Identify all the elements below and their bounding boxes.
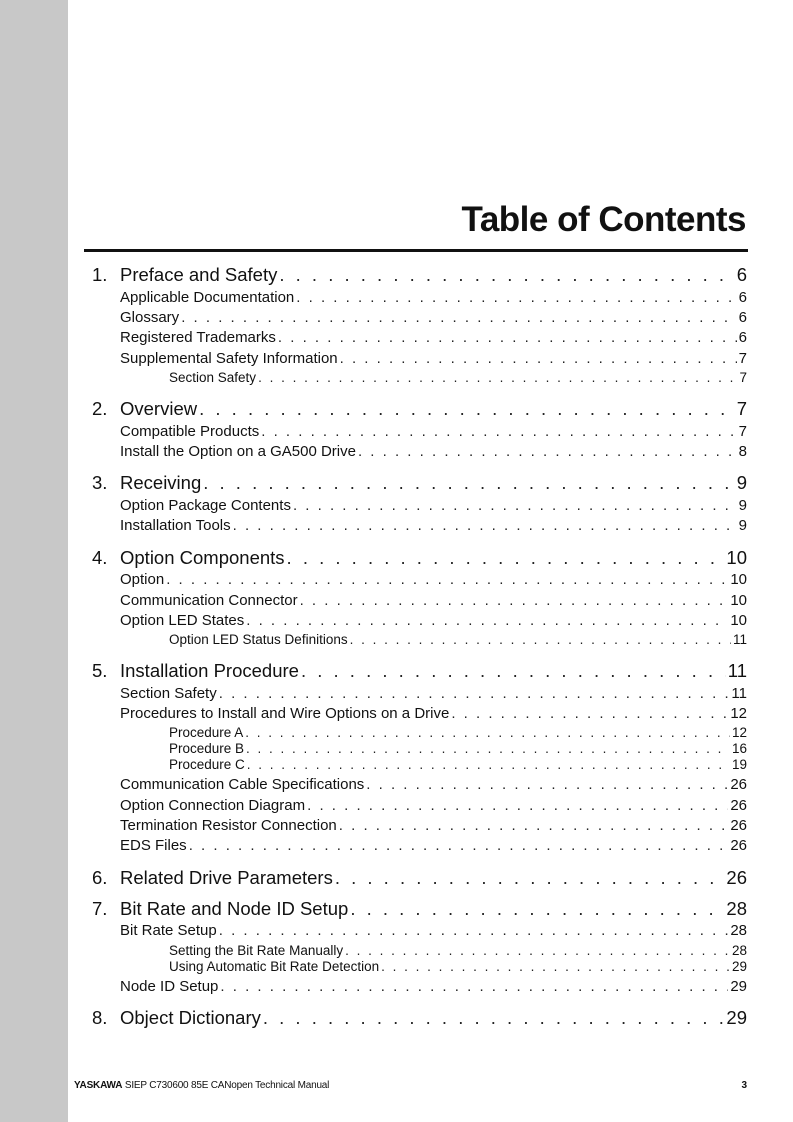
toc-dot-leader [263, 1007, 725, 1029]
toc-dot-leader [219, 922, 729, 939]
toc-entry-label: Bit Rate Setup [120, 922, 217, 939]
toc-dot-leader [246, 741, 730, 756]
toc-dot-leader [293, 497, 737, 514]
toc-entry[interactable] [169, 370, 747, 394]
toc-entry-page: 10 [726, 547, 747, 568]
toc-dot-leader [345, 943, 730, 958]
toc-entry-page: 29 [731, 959, 747, 974]
toc-entry-label: EDS Files [120, 837, 187, 854]
toc-entry-label: Node ID Setup [120, 978, 219, 995]
toc-dot-leader [219, 685, 730, 702]
toc-entry-number: 2. [92, 398, 108, 419]
toc-entry-page: 8 [738, 443, 747, 460]
toc-dot-leader [166, 571, 728, 588]
footer-doc-info [74, 1080, 329, 1091]
toc-entry-number: 4. [92, 547, 108, 568]
toc-entry-number: 1. [92, 264, 108, 285]
toc-dot-leader [381, 959, 730, 974]
toc-entry[interactable] [120, 837, 747, 861]
toc-dot-leader [203, 472, 734, 494]
toc-entry-page: 9 [738, 517, 747, 534]
toc-dot-leader [301, 660, 726, 682]
toc-entry-label: Receiving [120, 472, 202, 493]
toc-entry-label: Procedure B [169, 741, 245, 756]
toc-dot-leader [258, 370, 737, 385]
toc-entry-page: 26 [730, 797, 747, 814]
toc-entry-label: Using Automatic Bit Rate Detection [169, 959, 380, 974]
toc-entry-label: Applicable Documentation [120, 289, 295, 306]
toc-dot-leader [358, 443, 737, 460]
toc-entry-number: 5. [92, 660, 108, 681]
toc-entry-page: 11 [731, 685, 747, 702]
toc-entry[interactable] [169, 632, 747, 656]
toc-entry-label: Option Connection Diagram [120, 797, 306, 814]
toc-entry-page: 26 [730, 776, 747, 793]
toc-entry-page: 29 [730, 978, 747, 995]
toc-entry[interactable] [92, 547, 747, 571]
toc-entry[interactable] [120, 517, 747, 541]
toc-entry-page: 7 [738, 423, 747, 440]
toc-dot-leader [247, 757, 730, 772]
toc-entry-label: Option Package Contents [120, 497, 291, 514]
toc-entry-label: Installation Tools [120, 517, 231, 534]
toc-entry[interactable] [92, 867, 747, 891]
toc-entry-page: 9 [738, 497, 747, 514]
toc-entry-number: 7. [92, 898, 108, 919]
toc-entry-page: 10 [730, 612, 747, 629]
toc-entry-label: Communication Cable Specifications [120, 776, 365, 793]
toc-entry-page: 11 [727, 660, 747, 681]
toc-entry[interactable] [120, 443, 747, 467]
toc-entry-label: Preface and Safety [120, 264, 278, 285]
toc-dot-leader [245, 725, 730, 740]
toc-entry-page: 10 [730, 592, 747, 609]
toc-entry-page: 19 [731, 757, 747, 772]
toc-dot-leader [335, 867, 725, 889]
toc-entry-page: 29 [726, 1007, 747, 1028]
toc-entry-label: Option [120, 571, 165, 588]
footer-brand: YASKAWA [74, 1080, 123, 1091]
toc-entry-label: Registered Trademarks [120, 329, 276, 346]
toc-entry-page: 26 [726, 867, 747, 888]
toc-entry-label: Procedure C [169, 757, 245, 772]
toc-entry[interactable] [92, 472, 747, 496]
footer-page-number: 3 [741, 1080, 747, 1091]
toc-entry-label: Termination Resistor Connection [120, 817, 337, 834]
toc-entry[interactable] [120, 978, 747, 1002]
toc-entry-page: 9 [736, 472, 747, 493]
toc-dot-leader [246, 612, 728, 629]
toc-dot-leader [181, 309, 736, 326]
toc-entry-page: 10 [730, 571, 747, 588]
toc-dot-leader [233, 517, 737, 534]
toc-entry-label: Communication Connector [120, 592, 298, 609]
toc-entry-page: 12 [731, 725, 747, 740]
toc-dot-leader [350, 632, 731, 647]
toc-entry-page: 28 [730, 922, 747, 939]
toc-entry[interactable] [92, 398, 747, 422]
toc-entry[interactable] [92, 1007, 747, 1031]
toc-dot-leader [451, 705, 728, 722]
toc-entry-label: Object Dictionary [120, 1007, 261, 1028]
footer-doc-title: SIEP C730600 85E CANopen Technical Manual [124, 1080, 330, 1091]
toc-entry[interactable] [92, 898, 747, 922]
toc-dot-leader [300, 592, 729, 609]
toc-entry-label: Compatible Products [120, 423, 260, 440]
toc-entry-page: 12 [730, 705, 747, 722]
toc-entry-number: 3. [92, 472, 108, 493]
toc-entry-label: Section Safety [120, 685, 217, 702]
toc-entry-label: Glossary [120, 309, 180, 326]
toc-entry-label: Option LED States [120, 612, 245, 629]
toc-entry-label: Option Components [120, 547, 285, 568]
toc-dot-leader [189, 837, 729, 854]
toc-entry-label: Supplemental Safety Information [120, 350, 338, 367]
toc-entry-page: 28 [726, 898, 747, 919]
toc-entry-page: 6 [738, 309, 747, 326]
toc-entry-page: 7 [738, 350, 747, 367]
toc-dot-leader [307, 797, 728, 814]
toc-dot-leader [287, 547, 725, 569]
toc-entry-page: 7 [736, 398, 747, 419]
page-title: Table of Contents [461, 200, 746, 239]
toc-entry-label: Option LED Status Definitions [169, 632, 348, 647]
toc-dot-leader [220, 978, 728, 995]
toc-dot-leader [199, 398, 735, 420]
toc-entry-label: Overview [120, 398, 198, 419]
toc-entry[interactable] [92, 660, 747, 684]
toc-dot-leader [278, 329, 737, 346]
toc-entry-page: 6 [738, 329, 747, 346]
toc-entry-page: 6 [736, 264, 747, 285]
toc-entry-number: 8. [92, 1007, 108, 1028]
toc-entry-number: 6. [92, 867, 108, 888]
toc-dot-leader [340, 350, 737, 367]
toc-entry-page: 16 [731, 741, 747, 756]
toc-entry-page: 6 [738, 289, 747, 306]
toc-entry-page: 26 [730, 837, 747, 854]
toc-entry-label: Section Safety [169, 370, 257, 385]
toc-entry-label: Related Drive Parameters [120, 867, 333, 888]
toc-dot-leader [296, 289, 736, 306]
toc-entry-page: 11 [732, 632, 747, 647]
toc-entry[interactable] [92, 264, 747, 288]
toc-entry-page: 7 [739, 370, 747, 385]
toc-entry-label: Procedures to Install and Wire Options on a Drive [120, 705, 450, 722]
toc-entry-page: 28 [731, 943, 747, 958]
toc-dot-leader [261, 423, 736, 440]
toc-entry-label: Bit Rate and Node ID Setup [120, 898, 349, 919]
toc-entry-label: Procedure A [169, 725, 244, 740]
toc-entry-page: 26 [730, 817, 747, 834]
toc-entry-label: Installation Procedure [120, 660, 299, 681]
toc-dot-leader [279, 264, 734, 286]
toc-entry-label: Setting the Bit Rate Manually [169, 943, 344, 958]
toc-dot-leader [350, 898, 724, 920]
toc-dot-leader [339, 817, 729, 834]
toc-dot-leader [366, 776, 728, 793]
toc-entry-label: Install the Option on a GA500 Drive [120, 443, 356, 460]
